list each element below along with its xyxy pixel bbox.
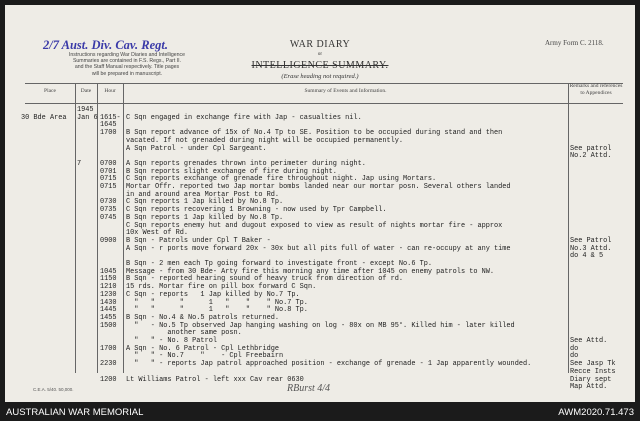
entry-hour: 0745: [100, 213, 117, 222]
entry-remark: do: [570, 344, 579, 353]
entry-date: Jan 6: [77, 113, 98, 122]
entry-text: C Sqn engaged in exchange fire with Jap - casualties nil.: [126, 113, 362, 122]
entry-hour: 0715: [100, 183, 117, 191]
entry-remark: No.3 Attd.: [570, 244, 612, 253]
entry-text: " " - No.7 " - Cpl Freebairn: [126, 352, 284, 361]
entry-text: 15 rds. Mortar fire on pill box forward C Sqn.: [126, 283, 317, 292]
entry-text: C Sqn reports enemy hut and dugout exposed to view as result of nights mortar fire - approx: [126, 221, 503, 230]
entry-text: B Sqn reports slight exchange of fire during night.: [126, 167, 337, 176]
col-header-hour: Hour: [104, 88, 116, 94]
entry-hour: 1150: [100, 275, 117, 284]
diary-title: WAR DIARY: [289, 39, 351, 50]
entry-hour: 0900: [100, 236, 117, 245]
entry-text: " " " 1 " " " No.7 Tp.: [126, 298, 308, 307]
entry-text: 10x West of Rd.: [126, 229, 189, 238]
entry-remark: do 4 & 5: [570, 252, 604, 261]
col-header-place: Place: [44, 88, 56, 94]
erase-note: (Erase heading not required.): [281, 73, 359, 80]
instructions-line: and the Staff Manual respectively. Title pages: [74, 64, 180, 71]
archive-caption: AUSTRALIAN WAR MEMORIAL: [6, 407, 144, 418]
archive-reference: AWM2020.71.473: [558, 407, 634, 418]
signature: RBurst 4/4: [287, 383, 331, 394]
entry-remark: Recce Insts: [570, 367, 616, 376]
column-divider: [568, 83, 569, 373]
entry-text: " " - No. 8 Patrol: [126, 337, 217, 345]
entry-text: B Sqn reports 1 Jap killed by No.8 Tp.: [126, 213, 284, 222]
entry-hour: 1445: [100, 306, 117, 315]
entry-text: vacated. If not grenaded during night will be occupied permanently.: [126, 136, 404, 145]
entry-text: A Sqn Patrol - under Cpl Sargeant.: [126, 144, 267, 153]
entry-remark: No.2 Attd.: [570, 152, 612, 161]
entry-text: C Sqn reports exchange of grenade fire throughout night. Jap using Mortars.: [126, 175, 437, 184]
entry-remark: See patrol: [570, 144, 612, 153]
entry-hour: 0700: [100, 159, 117, 168]
entry-text: A Sqn - r ports move forward 20x - 30x but all pits full of water - can re-occupy at any time: [126, 244, 511, 253]
entry-hour: 0735: [100, 206, 117, 215]
entry-text: " " - reports Jap patrol approached position - exchange of grenade - 1 Jap apparently wounded.: [126, 360, 532, 369]
col-header-remarks: Remarks and references to Appendices: [569, 83, 623, 96]
table-top-rule: [25, 83, 623, 84]
entry-text: C Sqn - reports 1 Jap killed by No.7 Tp.: [126, 290, 300, 299]
col-header-date: Date: [80, 88, 92, 94]
entry-text: B Sqn - Patrols under Cpl T Baker -: [126, 236, 271, 245]
col-header-summary: Summary of Events and Information.: [304, 88, 387, 94]
entry-text: another same posn.: [126, 329, 242, 338]
entry-text: Lt Williams Patrol - left xxx Cav rear 0630: [126, 375, 304, 384]
entry-date: 7: [77, 159, 82, 168]
entry-hour: 1615-: [100, 113, 121, 122]
entry-text: Message - from 30 Bde- Arty fire this morning any time after 1045 on enemy patrols to NW.: [126, 267, 495, 276]
entry-hour: [100, 382, 124, 392]
entry-place: 30 Bde Area: [21, 113, 67, 122]
unit-stamp: 2/7 Aust. Div. Cav. Regt.: [43, 38, 168, 52]
entry-hour: 1045: [100, 267, 117, 276]
entry-hour: 1700: [100, 129, 117, 138]
entry-text: " " " 1 " " " No.8 Tp.: [126, 306, 308, 315]
entry-text: in and around area Mortar Post to Rd.: [126, 190, 279, 199]
form-code: C.E.A. 5/40. 50,000.: [33, 387, 74, 392]
entry-text: " - No.5 Tp observed Jap hanging washing on log - 80x on MB 95°. Killed him - later killed: [126, 321, 515, 330]
entry-hour: 0701: [100, 167, 117, 176]
entry-remark: See Attd.: [570, 337, 608, 345]
entry-hour: 1430: [100, 298, 117, 307]
entry-text: A Sqn reports grenades thrown into perimeter during night.: [126, 159, 366, 168]
entry-date: 1945: [77, 106, 94, 114]
army-form-number: Army Form C. 2118.: [545, 39, 604, 47]
instructions-line: Instructions regarding War Diaries and Intelligence: [68, 52, 185, 58]
header-bottom-rule: [25, 103, 623, 104]
entry-date: [77, 382, 99, 392]
entry-hour: 1210: [100, 283, 117, 292]
entry-hour: 0730: [100, 198, 117, 207]
entry-text: Mortar Offr. reported two Jap mortar bombs landed near our mortar posn. Several others landed: [126, 183, 511, 191]
war-diary-page: [5, 5, 635, 402]
entry-remark: do: [570, 352, 579, 361]
entry-hour: 1200: [100, 375, 117, 384]
entry-hour: 2230: [100, 360, 117, 369]
entry-text: A Sqn - No. 6 Patrol - Cpl Lethbridge: [126, 344, 279, 353]
entry-hour: 1700: [100, 344, 117, 353]
diary-subtitle: INTELLIGENCE SUMMARY.: [251, 60, 389, 71]
entry-text: C Sqn reports 1 Jap killed by No.8 Tp.: [126, 198, 284, 207]
entry-remark: See Jasp Tk: [570, 360, 616, 369]
entry-remark: Map Attd.: [570, 383, 608, 392]
entry-text: B Sqn report advance of 15x of No.4 Tp to SE. Position to be occupied during stand and then: [126, 129, 503, 138]
entry-text: B Sqn - No.4 & No.5 patrols returned.: [126, 313, 279, 322]
title-or: or: [317, 52, 323, 57]
entry-remark: Diary sept: [570, 375, 612, 384]
entry-hour: 0715: [100, 175, 117, 184]
entry-hour: 1500: [100, 321, 117, 330]
column-divider: [75, 83, 76, 373]
entry-text: B Sqn - reported hearing sound of heavy truck from direction of rd.: [126, 275, 404, 284]
entry-text: [126, 382, 568, 392]
entry-hour: 1230: [100, 290, 117, 299]
entry-hour: 1645: [100, 121, 117, 130]
instructions-line: Summaries are contained in F.S. Regs., Part II.: [72, 58, 182, 65]
entry-text: C Sqn reports recovering 1 Browning - now used by Tpr Campbell.: [126, 206, 387, 215]
entry-text: B Sqn - 2 men each Tp going forward to investigate front - except No.6 Tp.: [126, 260, 432, 268]
entry-hour: 1455: [100, 313, 117, 322]
instructions-line: will be prepared in manuscript.: [91, 70, 163, 77]
entry-remark: See Patrol: [570, 236, 612, 245]
